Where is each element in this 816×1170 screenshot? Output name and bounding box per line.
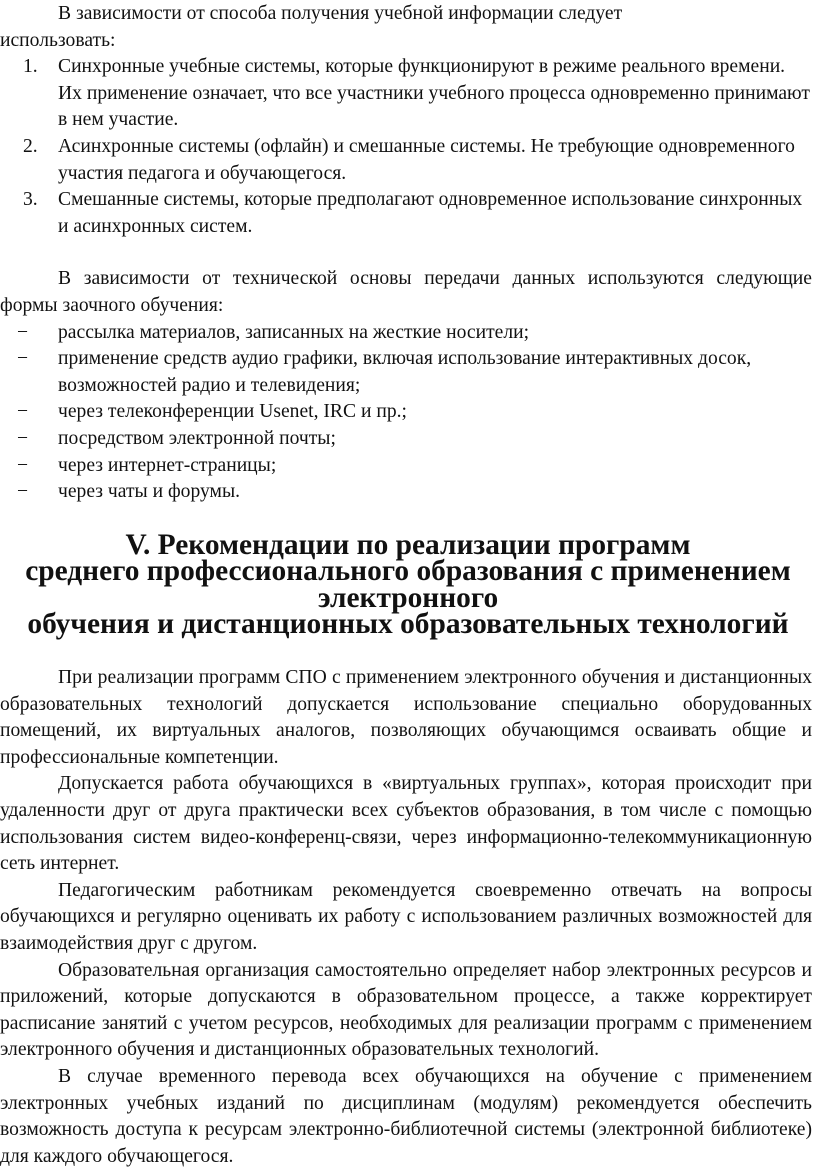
dash-item-text: рассылка материалов, записанных на жесткие носители; <box>58 321 530 343</box>
dash-marker: − <box>17 481 29 503</box>
dash-item-text: применение средств аудио графики, включая использование интерактивных досок, возможностей радио и телевидения; <box>58 348 752 396</box>
body-paragraph: При реализации программ СПО с применением электронного обучения и дистанционных образовательных технологий допускается использование специально оборудованных помещений, их виртуальных аналогов, позволяющих обучающимся осваивать общие и профессиональные компетенции. <box>0 667 812 768</box>
section-heading <box>0 528 816 641</box>
list-item-text: Асинхронные системы (офлайн) и смешанные системы. Не требующие одновременного участия педагога и обучающегося. <box>58 135 795 184</box>
spacer <box>0 240 816 266</box>
dash-list-item <box>0 479 816 506</box>
intro-line-2: использовать: <box>0 29 116 51</box>
body-paragraph: Образовательная организация самостоятельно определяет набор электронных ресурсов и приложений, которые допускаются в образовательном процессе, а также корректирует расписание занятий с учетом ресурсов, необходимых для реализации программ с применением электронного обучения и дистанционных образовательных технологий. <box>0 959 812 1061</box>
dash-list-item <box>0 453 816 480</box>
list-number: 2. <box>23 135 38 157</box>
dash-marker: − <box>17 427 29 449</box>
numbered-list-item <box>0 54 816 134</box>
dash-list <box>0 320 816 506</box>
section-heading-line-1: V. Рекомендации по реализации программ <box>125 528 691 561</box>
dash-marker: − <box>17 401 29 423</box>
list-item-text: Синхронные учебные системы, которые функционируют в режиме реального времени. Их применение означает, что все участники учебного процесса одновременно принимают в нем участие. <box>58 56 810 131</box>
dash-marker: − <box>17 454 29 476</box>
body-paragraph: Допускается работа обучающихся в «виртуальных группах», которая происходит при удаленности друг от друга практически всех субъектов образования, в том числе с помощью использования систем видео-конференц-связи, через информационно-телекоммуникационную сеть интернет. <box>0 773 812 875</box>
spacer <box>0 638 816 665</box>
dash-item-text: через интернет-страницы; <box>58 454 277 476</box>
numbered-list <box>0 54 816 240</box>
list-item-text: Смешанные системы, которые предполагают одновременное использование синхронных и асинхронных систем. <box>58 189 803 237</box>
dash-marker: − <box>17 321 29 343</box>
dash-list-item <box>0 426 816 453</box>
dash-list-item <box>0 346 816 399</box>
intro-paragraph <box>0 1 816 54</box>
numbered-list-item <box>0 134 816 187</box>
list-number: 1. <box>23 56 38 78</box>
body-paragraph: В случае временного перевода всех обучающихся на обучение с применением электронных учебных изданий по дисциплинам (модулям) рекомендуется обеспечить возможность доступа к ресурсам электронно-библиотечной системы (электронной библиотеке) для каждого обучающегося. <box>0 1065 812 1167</box>
dash-item-text: посредством электронной почты; <box>58 427 336 449</box>
dash-marker: − <box>17 348 29 370</box>
list-number: 3. <box>23 189 38 211</box>
forms-intro-paragraph: В зависимости от технической основы передачи данных используются следующие формы заочного обучения: <box>0 268 812 316</box>
intro-line-1: В зависимости от способа получения учебной информации следует <box>58 3 623 24</box>
numbered-list-item <box>0 187 816 240</box>
body-paragraph: Педагогическим работникам рекомендуется своевременно отвечать на вопросы обучающихся и регулярно оценивать их работу с использованием различных возможностей для взаимодействия друг с другом. <box>0 879 812 954</box>
section-heading-line-3: обучения и дистанционных образовательных технологий <box>27 608 789 641</box>
dash-item-text: через чаты и форумы. <box>58 481 241 503</box>
dash-list-item <box>0 320 816 347</box>
section-heading-line-2: среднего профессионального образования с применением электронного <box>25 555 791 614</box>
dash-item-text: через телеконференции Usenet, IRC и пр.; <box>58 401 407 423</box>
dash-list-item <box>0 399 816 426</box>
